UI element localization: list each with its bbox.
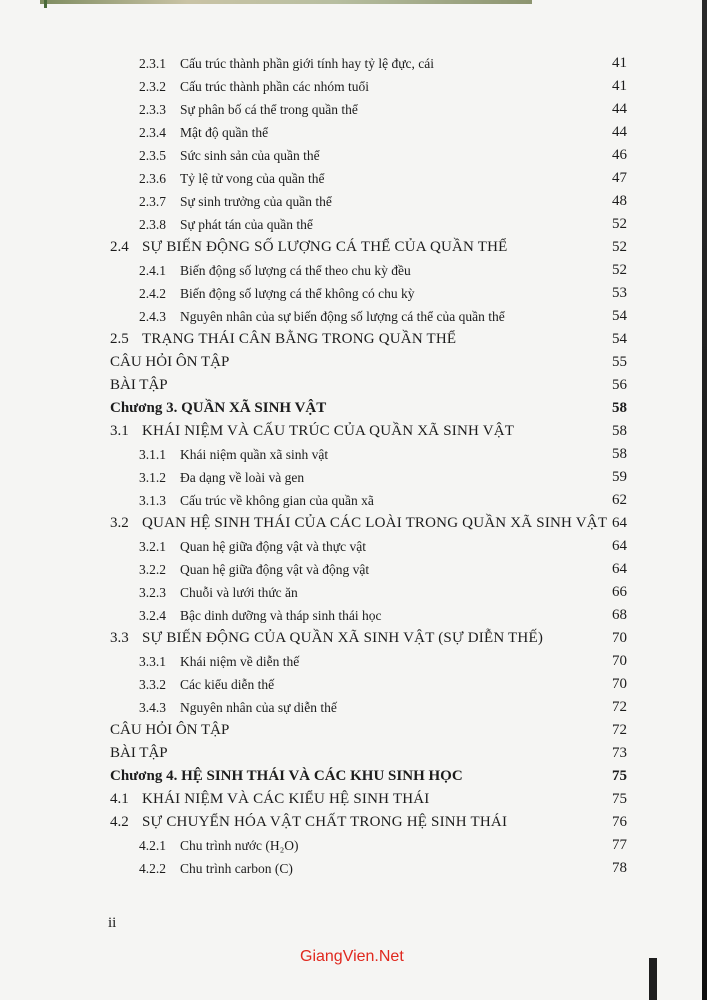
toc-entry-title: Tỷ lệ tử vong của quần thể — [180, 171, 325, 186]
toc-entry-number: 2.3.7 — [139, 194, 166, 209]
toc-entry-page: 41 — [612, 55, 627, 71]
toc-entry — [0, 535, 707, 558]
toc-entry — [0, 75, 707, 98]
toc-entry-title: Sức sinh sản của quần thể — [180, 148, 320, 163]
toc-entry-title: QUAN HỆ SINH THÁI CỦA CÁC LOÀI TRONG QUẦN XÃ SINH VẬT — [142, 515, 608, 531]
toc-entry — [0, 144, 707, 167]
toc-entry-page: 70 — [612, 630, 627, 646]
toc-entry — [0, 696, 707, 719]
toc-entry-page: 64 — [612, 538, 627, 554]
toc-entry-number: 3.2.2 — [139, 562, 166, 577]
toc-entry-title: Cấu trúc thành phần giới tính hay tỷ lệ đực, cái — [180, 56, 435, 71]
toc-entry — [0, 581, 707, 604]
toc-entry — [0, 742, 707, 765]
toc-entry-title: Khái niệm về diễn thế — [180, 654, 300, 669]
toc-entry-page: 77 — [612, 837, 627, 853]
toc-entry-title: CÂU HỎI ÔN TẬP — [110, 354, 230, 370]
toc-entry-page: 46 — [612, 147, 627, 163]
toc-entry-number: 2.3.1 — [139, 56, 166, 71]
toc-entry-title: BÀI TẬP — [110, 745, 168, 761]
toc-entry — [0, 834, 707, 857]
toc-entry-page: 54 — [612, 308, 627, 324]
toc-entry — [0, 512, 707, 535]
toc-entry — [0, 351, 707, 374]
toc-entry — [0, 857, 707, 880]
toc-entry-title: Chuỗi và lưới thức ăn — [180, 585, 298, 600]
toc-entry-title: Chương 3. QUẦN XÃ SINH VẬT — [110, 400, 327, 416]
toc-entry — [0, 788, 707, 811]
toc-entry-title: Sự phân bố cá thể trong quần thể — [180, 102, 358, 117]
toc-entry-number: 3.2 — [110, 515, 129, 531]
toc-entry-number: 2.4.3 — [139, 309, 166, 324]
toc-entry-number: 3.1.3 — [139, 493, 166, 508]
toc-entry-page: 68 — [612, 607, 627, 623]
toc-entry — [0, 627, 707, 650]
toc-entry-title: Quan hệ giữa động vật và động vật — [180, 562, 370, 577]
toc-entry-number: 2.3.5 — [139, 148, 166, 163]
toc-entry-page: 75 — [612, 791, 627, 807]
toc-entry-title: KHÁI NIỆM VÀ CÁC KIỂU HỆ SINH THÁI — [142, 791, 430, 807]
toc-entry — [0, 673, 707, 696]
toc-entry-page: 70 — [612, 653, 627, 669]
toc-entry-title: Sự phát tán của quần thể — [180, 217, 313, 232]
toc-entry-title: Chương 4. HỆ SINH THÁI VÀ CÁC KHU SINH HỌC — [110, 768, 463, 784]
toc-entry-title: TRẠNG THÁI CÂN BẰNG TRONG QUẦN THỂ — [142, 331, 457, 347]
toc-entry-number: 3.1 — [110, 423, 129, 439]
toc-entry-page: 73 — [612, 745, 627, 761]
toc-entry-number: 4.2 — [110, 814, 129, 830]
toc-entry-title: Chu trình nước (H₂O) — [180, 838, 299, 853]
toc-entry-page: 53 — [612, 285, 627, 301]
toc-entry-number: 4.2.1 — [139, 838, 166, 853]
toc-entry-number: 2.4.2 — [139, 286, 166, 301]
toc-entry — [0, 374, 707, 397]
toc-entry — [0, 121, 707, 144]
toc-entry — [0, 466, 707, 489]
toc-entry-number: 3.3 — [110, 630, 129, 646]
toc-entry — [0, 305, 707, 328]
toc-entry-number: 4.1 — [110, 791, 129, 807]
toc-entry-page: 41 — [612, 78, 627, 94]
scan-edge-shadow — [702, 0, 707, 1000]
toc-entry-number: 2.3.2 — [139, 79, 166, 94]
toc-entry — [0, 811, 707, 834]
toc-entry-page: 55 — [612, 354, 627, 370]
toc-entry-title: SỰ BIẾN ĐỘNG CỦA QUẦN XÃ SINH VẬT (SỰ DIỄN THẾ) — [142, 630, 544, 646]
toc-entry-page: 72 — [612, 699, 627, 715]
toc-entry — [0, 328, 707, 351]
toc-entry — [0, 604, 707, 627]
toc-entry-page: 56 — [612, 377, 627, 393]
toc-entry — [0, 397, 707, 420]
toc-entry-number: 2.3.8 — [139, 217, 166, 232]
toc-entry-number: 3.3.2 — [139, 677, 166, 692]
toc-entry — [0, 236, 707, 259]
scan-edge-mark — [649, 958, 657, 1000]
toc-entry — [0, 443, 707, 466]
toc-entry — [0, 52, 707, 75]
toc-entry-number: 2.3.4 — [139, 125, 166, 140]
toc-entry-page: 58 — [612, 423, 627, 439]
toc-entry-page: 44 — [612, 124, 627, 140]
toc-entry-title: Biến động số lượng cá thể không có chu kỳ — [180, 286, 415, 301]
watermark-text[interactable]: GiangVien.Net — [300, 948, 404, 965]
toc-entry — [0, 98, 707, 121]
toc-entry-number: 3.3.1 — [139, 654, 166, 669]
toc-entry-title: Sự sinh trưởng của quần thể — [180, 194, 332, 209]
toc-entry-number: 2.5 — [110, 331, 129, 347]
toc-entry-page: 58 — [612, 446, 627, 462]
toc-entry-page: 52 — [612, 239, 627, 255]
toc-entry-number: 2.4.1 — [139, 263, 166, 278]
toc-entry-page: 66 — [612, 584, 627, 600]
toc-entry-title: Biến động số lượng cá thể theo chu kỳ đều — [180, 263, 411, 278]
toc-entry-page: 64 — [612, 515, 627, 531]
toc-entry-title: Đa dạng về loài và gen — [180, 470, 305, 485]
toc-entry-title: Cấu trúc thành phần các nhóm tuổi — [180, 79, 369, 94]
toc-entry-number: 3.2.4 — [139, 608, 166, 623]
page-number: ii — [108, 915, 117, 931]
toc-entry-page: 54 — [612, 331, 627, 347]
toc-entry-number: 3.1.1 — [139, 447, 166, 462]
toc-entry-title: BÀI TẬP — [110, 377, 168, 393]
toc-entry-page: 48 — [612, 193, 627, 209]
toc-entry-page: 52 — [612, 216, 627, 232]
toc-entry — [0, 719, 707, 742]
toc-entry — [0, 650, 707, 673]
toc-entry — [0, 190, 707, 213]
toc-entry-title: Cấu trúc về không gian của quần xã — [180, 493, 374, 508]
toc-entry — [0, 420, 707, 443]
toc-entry-title: Bậc dinh dưỡng và tháp sinh thái học — [180, 608, 382, 623]
toc-entry-title: Quan hệ giữa động vật và thực vật — [180, 539, 366, 554]
toc-entry-page: 47 — [612, 170, 627, 186]
toc-entry-title: Các kiểu diễn thế — [180, 677, 275, 692]
toc-entry-number: 2.3.3 — [139, 102, 166, 117]
toc-entry-page: 52 — [612, 262, 627, 278]
toc-entry — [0, 259, 707, 282]
toc-entry-title: Khái niệm quần xã sinh vật — [180, 447, 329, 462]
toc-entry-number: 3.2.1 — [139, 539, 166, 554]
toc-entry-title: CÂU HỎI ÔN TẬP — [110, 722, 230, 738]
toc-entry-number: 3.1.2 — [139, 470, 166, 485]
toc-entry-title: KHÁI NIỆM VÀ CẤU TRÚC CỦA QUẦN XÃ SINH VẬT — [142, 423, 515, 439]
toc-entry-page: 70 — [612, 676, 627, 692]
toc-entry-page: 58 — [612, 400, 627, 416]
toc-entry-page: 44 — [612, 101, 627, 117]
toc-entry-page: 78 — [612, 860, 627, 876]
toc-entry-number: 3.4.3 — [139, 700, 166, 715]
toc-entry-title: Mật độ quần thể — [180, 125, 269, 140]
toc-entry — [0, 489, 707, 512]
toc-entry-page: 64 — [612, 561, 627, 577]
toc-entry-page: 59 — [612, 469, 627, 485]
toc-entry-page: 75 — [612, 768, 627, 784]
edge-mark — [44, 0, 47, 8]
toc-entry-title: Nguyên nhân của sự diễn thế — [180, 700, 337, 715]
toc-entry-title: Nguyên nhân của sự biến động số lượng cá thể của quần thể — [180, 309, 505, 324]
toc-entry — [0, 558, 707, 581]
toc-entry-page: 62 — [612, 492, 627, 508]
toc-entry-number: 2.4 — [110, 239, 129, 255]
toc-entry-title: Chu trình carbon (C) — [180, 861, 293, 876]
toc-entry-number: 2.3.6 — [139, 171, 166, 186]
cover-edge-strip — [40, 0, 532, 4]
toc-entry — [0, 765, 707, 788]
toc-entry-number: 3.2.3 — [139, 585, 166, 600]
toc-entry-title: SỰ BIẾN ĐỘNG SỐ LƯỢNG CÁ THỂ CỦA QUẦN THỂ — [142, 239, 508, 255]
toc-entry — [0, 167, 707, 190]
toc-entry — [0, 213, 707, 236]
toc-entry-number: 4.2.2 — [139, 861, 166, 876]
toc-entry-title: SỰ CHUYỂN HÓA VẬT CHẤT TRONG HỆ SINH THÁI — [142, 814, 508, 830]
toc-entry — [0, 282, 707, 305]
toc-entry-page: 76 — [612, 814, 627, 830]
toc-entry-page: 72 — [612, 722, 627, 738]
